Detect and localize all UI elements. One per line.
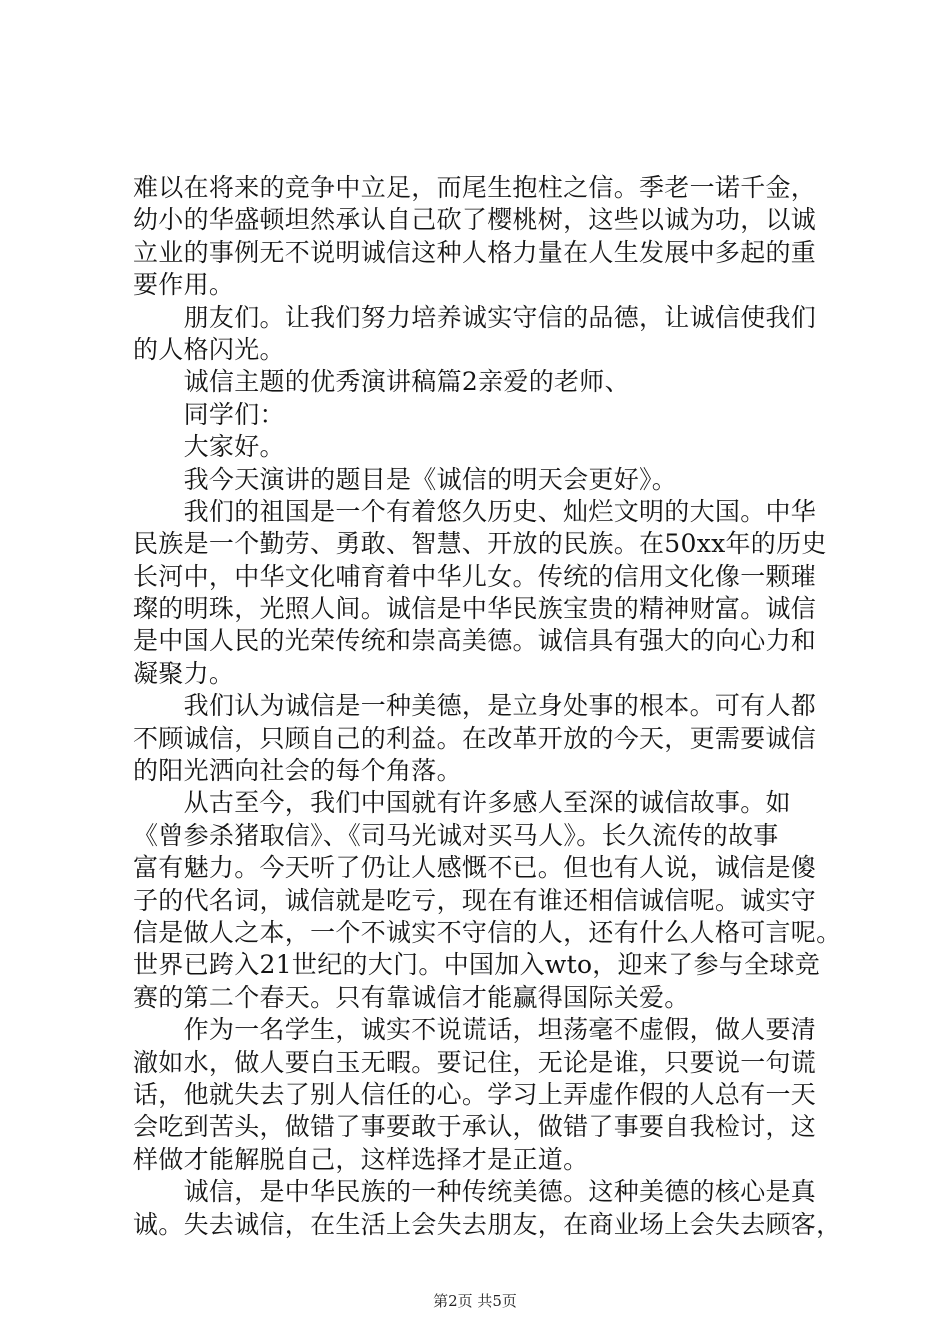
text-line: 会吃到苦头，做错了事要敢于承认，做错了事要自我检讨，这 (133, 1112, 817, 1142)
text-line: 幼小的华盛顿坦然承认自己砍了樱桃树，这些以诚为功，以诚 (133, 205, 817, 235)
text-line: 民族是一个勤劳、勇敢、智慧、开放的民族。在50xx年的历史 (133, 529, 827, 559)
text-line: 的人格闪光。 (133, 334, 285, 364)
text-line: 是中国人民的光荣传统和崇高美德。诚信具有强大的向心力和 (133, 626, 817, 656)
text-line: 样做才能解脱自己，这样选择才是正道。 (133, 1144, 589, 1174)
text-line: 《曾参杀猪取信》、《司马光诚对买马人》。长久流传的故事 (133, 820, 779, 850)
text-line: 难以在将来的竞争中立足，而尾生抱柱之信。季老一诺千金， (133, 173, 817, 202)
page-footer: 第2页 共5页 (433, 1292, 517, 1310)
text-line: 我们认为诚信是一种美德，是立身处事的根本。可有人都 (133, 691, 817, 721)
text-line: 从古至今，我们中国就有许多感人至深的诚信故事。如 (133, 788, 791, 818)
text-line: 诚信主题的优秀演讲稿篇2亲爱的老师、 (133, 367, 630, 397)
text-line: 诚。失去诚信，在生活上会失去朋友，在商业场上会失去顾客， (133, 1209, 842, 1239)
text-line: 凝聚力。 (133, 658, 235, 688)
text-line: 立业的事例无不说明诚信这种人格力量在人生发展中多起的重 (133, 237, 817, 267)
text-line: 不顾诚信，只顾自己的利益。在改革开放的今天，更需要诚信 (133, 723, 817, 753)
text-line: 信是做人之本，一个不诚实不守信的人，还有什么人格可言呢。 (133, 917, 842, 947)
text-line: 澈如水，做人要白玉无暇。要记住，无论是谁，只要说一句谎 (133, 1047, 817, 1077)
text-line: 大家好。 (133, 432, 285, 462)
text-line: 富有魅力。今天听了仍让人感慨不已。但也有人说，诚信是傻 (133, 853, 817, 883)
text-line: 同学们： (133, 399, 285, 429)
text-line: 朋友们。让我们努力培养诚实守信的品德，让诚信使我们 (133, 302, 817, 332)
text-line: 要作用。 (133, 270, 235, 300)
text-line: 子的代名词，诚信就是吃亏，现在有谁还相信诚信呢。诚实守 (133, 885, 817, 915)
body-text (133, 172, 842, 1241)
text-line: 赛的第二个春天。只有靠诚信才能赢得国际关爱。 (133, 982, 690, 1012)
text-line: 话，他就失去了别人信任的心。学习上弄虚作假的人总有一天 (133, 1079, 817, 1109)
text-line: 世界已跨入21世纪的大门。中国加入wto，迎来了参与全球竞 (133, 950, 821, 980)
text-line: 诚信，是中华民族的一种传统美德。这种美德的核心是真 (133, 1177, 817, 1207)
text-line: 我今天演讲的题目是《诚信的明天会更好》。 (133, 464, 678, 494)
text-line: 作为一名学生，诚实不说谎话，坦荡毫不虚假，做人要清 (133, 1015, 817, 1045)
text-line: 的阳光洒向社会的每个角落。 (133, 756, 462, 786)
text-line: 璨的明珠，光照人间。诚信是中华民族宝贵的精神财富。诚信 (133, 594, 817, 624)
text-line: 我们的祖国是一个有着悠久历史、灿烂文明的大国。中华 (133, 496, 817, 526)
text-line: 长河中，中华文化哺育着中华儿女。传统的信用文化像一颗璀 (133, 561, 817, 591)
